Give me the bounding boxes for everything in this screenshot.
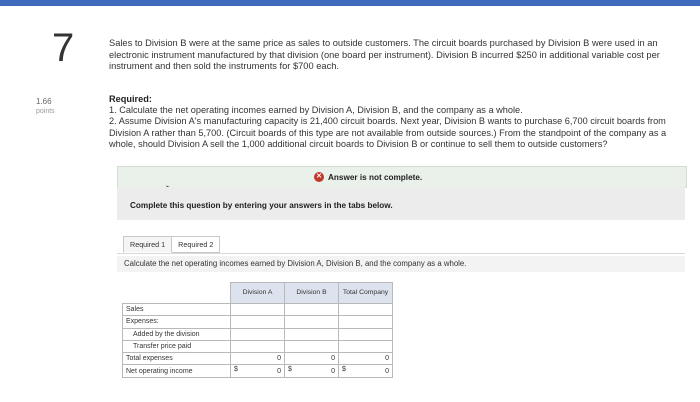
table-row [123, 316, 393, 328]
table-row [123, 340, 393, 352]
points-value: 1.66 [36, 97, 52, 106]
table-row [123, 353, 393, 365]
computed-cell [339, 365, 393, 377]
row-label: Expenses: [123, 316, 231, 328]
x-circle-icon: ✕ [314, 172, 324, 182]
input-cell[interactable] [231, 328, 285, 340]
currency-symbol: $ [342, 366, 346, 374]
tab-instruction-bar [117, 256, 685, 272]
table-header-row [123, 283, 393, 304]
computed-cell [285, 365, 339, 377]
empty-cell [285, 316, 339, 328]
input-cell[interactable] [339, 328, 393, 340]
required-section [109, 94, 689, 150]
empty-cell [231, 316, 285, 328]
points-label: points [36, 108, 55, 116]
question-intro: Sales to Division B were at the same price as sales to outside customers. The circuit boards purchased by Division B were used in an electronic instrument manufactured by that division (one board per instrument). Division B incurred $250 in additional variable cost per instrument and then sold the instruments for $700 each. [109, 38, 660, 71]
row-label: Added by the division [123, 328, 231, 340]
input-cell[interactable] [339, 340, 393, 352]
required-item-1: 1. Calculate the net operating incomes earned by Division A, Division B, and the company as a whole. [109, 105, 523, 116]
answer-status-banner [117, 166, 687, 188]
currency-symbol: $ [288, 366, 292, 374]
question-number: 7 [52, 26, 75, 70]
row-label: Net operating income [123, 365, 231, 377]
answer-status-text: Answer is not complete. [328, 172, 423, 182]
computed-cell [231, 365, 285, 377]
computed-cell: 0 [231, 353, 285, 365]
points-box [36, 96, 55, 117]
input-cell[interactable] [231, 340, 285, 352]
required-heading: Required: [109, 94, 152, 104]
computed-cell: 0 [339, 353, 393, 365]
required-item-2: 2. Assume Division A's manufacturing capacity is 21,400 circuit boards. Next year, Division B wants to purchase 6,700 circuit boards from Division A rather than 5,700. (Circuit boards of this type are not available from outside sources.) From the standpoint of the company as a whole, should Division A sell the 1,000 additional circuit boards to Division B or continue to sell them to outside customers? [109, 116, 667, 149]
input-cell[interactable] [285, 340, 339, 352]
answer-tabs [123, 236, 220, 253]
tab-required-2[interactable]: Required 2 [172, 236, 220, 253]
header-division-b: Division B [285, 283, 339, 304]
input-cell[interactable] [285, 328, 339, 340]
tab-instruction-text: Calculate the net operating incomes earned by Division A, Division B, and the company as a whole. [124, 259, 467, 268]
cell-value: 0 [331, 367, 335, 375]
instructions-text: Complete this question by entering your answers in the tabs below. [130, 201, 393, 210]
net-income-table [122, 282, 393, 378]
input-cell[interactable] [231, 304, 285, 316]
header-total-company: Total Company [339, 283, 393, 304]
top-accent-bar [0, 0, 700, 6]
tab-required-1[interactable]: Required 1 [123, 236, 172, 253]
cell-value: 0 [277, 367, 281, 375]
cell-value: 0 [385, 367, 389, 375]
table-row [123, 328, 393, 340]
row-label: Total expenses [123, 353, 231, 365]
empty-cell [339, 316, 393, 328]
header-division-a: Division A [231, 283, 285, 304]
row-label: Sales [123, 304, 231, 316]
currency-symbol: $ [234, 366, 238, 374]
table-row [123, 365, 393, 377]
table-row [123, 304, 393, 316]
row-label: Transfer price paid [123, 340, 231, 352]
input-cell[interactable] [339, 304, 393, 316]
instructions-panel [117, 187, 685, 220]
input-cell[interactable] [285, 304, 339, 316]
computed-cell: 0 [285, 353, 339, 365]
